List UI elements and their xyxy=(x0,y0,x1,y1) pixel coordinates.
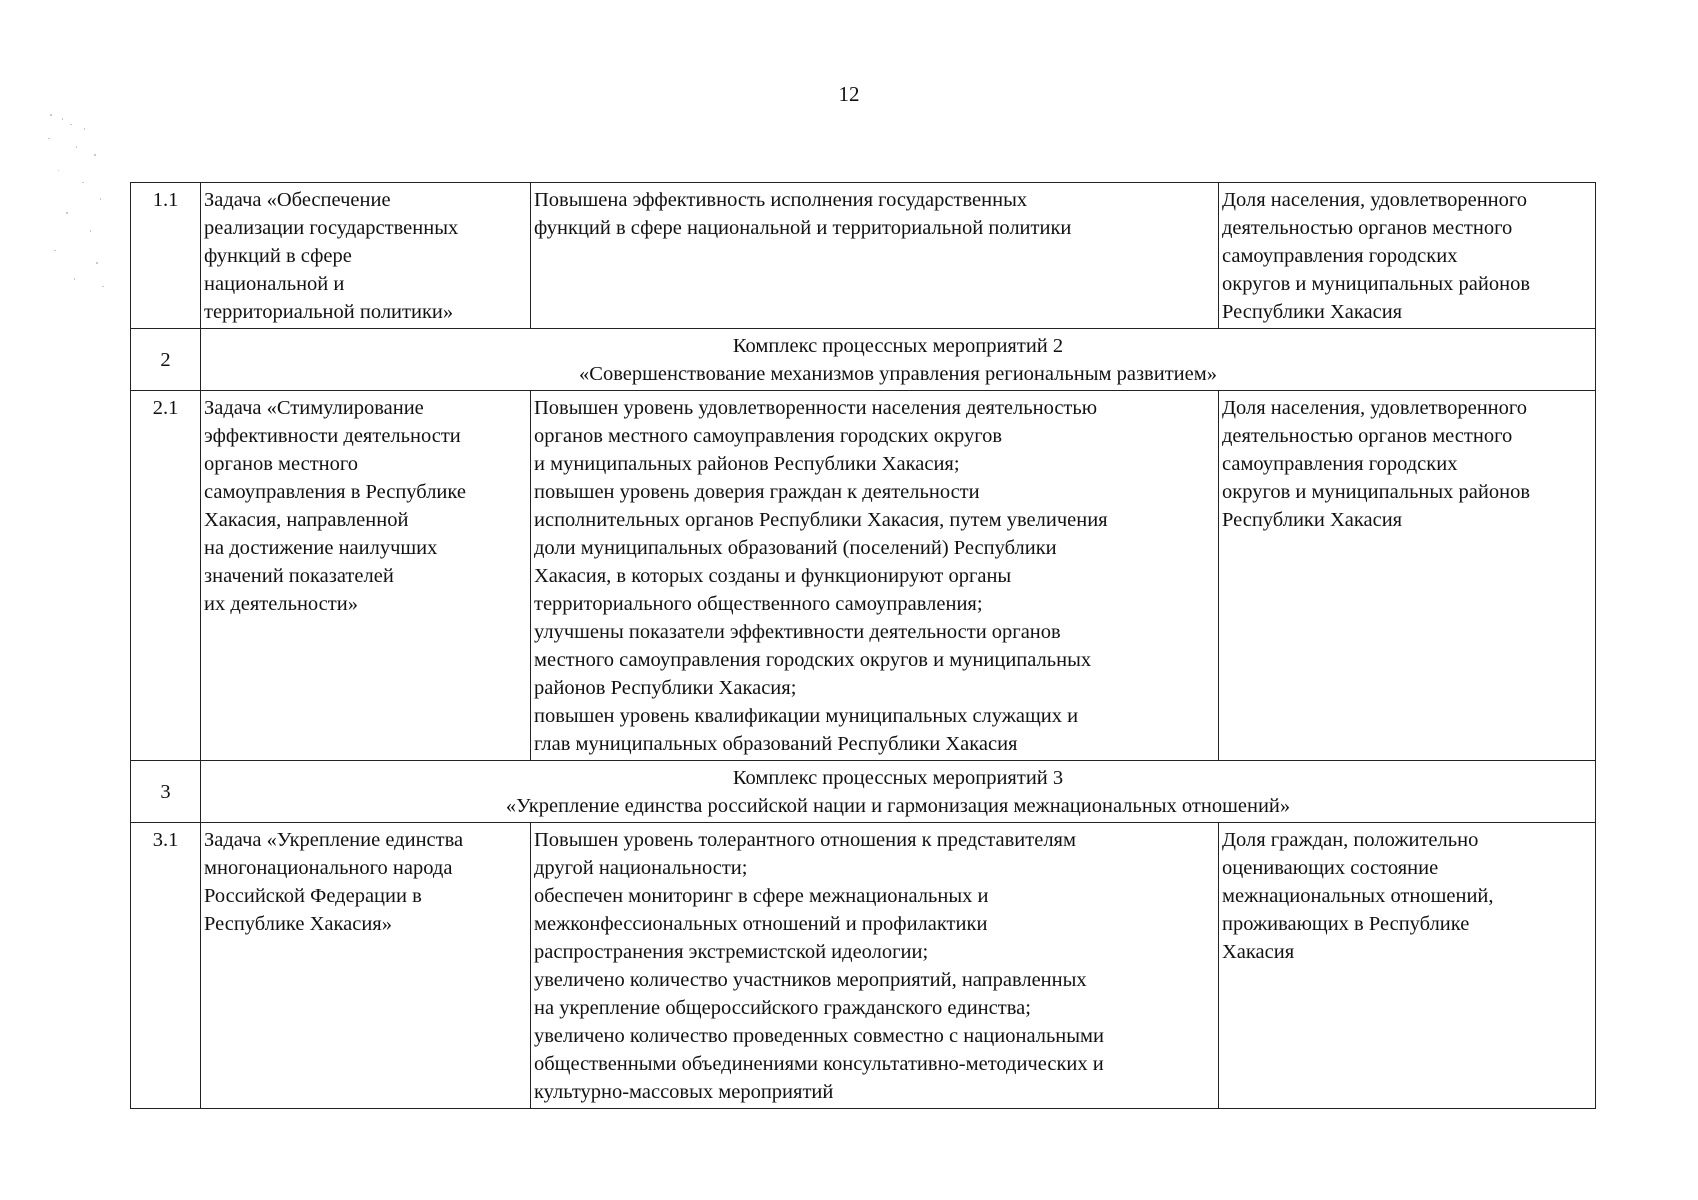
text-line: округов и муниципальных районов xyxy=(1222,481,1531,503)
text-line: Хакасия, в которых созданы и функционируют органы xyxy=(534,565,1012,587)
text-line: самоуправления городских xyxy=(1222,453,1458,475)
text-line: межконфессиональных отношений и профилактики xyxy=(534,913,988,935)
section-number: 3 xyxy=(131,761,201,823)
text-line: общественными объединениями консультативно-методических и xyxy=(534,1053,1104,1075)
scan-artifact xyxy=(40,110,110,300)
task-cell xyxy=(201,183,531,329)
text-line: реализации государственных xyxy=(204,217,459,239)
text-line: Доля населения, удовлетворенного xyxy=(1222,189,1528,211)
section-subtitle: «Совершенствование механизмов управления региональным развитием» xyxy=(579,363,1217,385)
text-line: Хакасия, направленной xyxy=(204,509,409,531)
table-row xyxy=(131,183,1596,329)
text-line: эффективности деятельности xyxy=(204,425,461,447)
text-line: органов местного xyxy=(204,453,359,475)
text-line: глав муниципальных образований Республики Хакасия xyxy=(534,733,1018,755)
text-line: территориальной политики» xyxy=(204,301,454,323)
table-row xyxy=(131,823,1596,1109)
text-line: межнациональных отношений, xyxy=(1222,885,1494,907)
text-line: округов и муниципальных районов xyxy=(1222,273,1531,295)
text-line: Задача «Стимулирование xyxy=(204,397,424,419)
program-table xyxy=(130,182,1596,1109)
text-line: Доля граждан, положительно xyxy=(1222,829,1479,851)
result-cell xyxy=(531,823,1219,1109)
section-heading xyxy=(201,761,1596,823)
text-line: территориального общественного самоуправления; xyxy=(534,593,983,615)
text-line: функций в сфере xyxy=(204,245,352,267)
text-line: культурно-массовых мероприятий xyxy=(534,1081,834,1103)
text-line: деятельностью органов местного xyxy=(1222,425,1513,447)
text-line: Задача «Укрепление единства xyxy=(204,829,464,851)
text-line: Повышен уровень удовлетворенности населения деятельностью xyxy=(534,397,1098,419)
row-number: 2.1 xyxy=(131,391,201,761)
indicator-cell xyxy=(1219,823,1596,1109)
text-line: доли муниципальных образований (поселений) Республики xyxy=(534,537,1057,559)
section-heading xyxy=(201,329,1596,391)
row-number: 3.1 xyxy=(131,823,201,1109)
text-line: оценивающих состояние xyxy=(1222,857,1439,879)
task-cell xyxy=(201,823,531,1109)
section-row xyxy=(131,329,1596,391)
text-line: Хакасия xyxy=(1222,941,1295,963)
section-row xyxy=(131,761,1596,823)
text-line: Республике Хакасия» xyxy=(204,913,392,935)
result-cell xyxy=(531,183,1219,329)
table-row xyxy=(131,391,1596,761)
text-line: улучшены показатели эффективности деятельности органов xyxy=(534,621,1061,643)
text-line: проживающих в Республике xyxy=(1222,913,1470,935)
text-line: самоуправления городских xyxy=(1222,245,1458,267)
text-line: Республики Хакасия xyxy=(1222,301,1403,323)
task-cell xyxy=(201,391,531,761)
text-line: их деятельности» xyxy=(204,593,358,615)
text-line: многонационального народа xyxy=(204,857,453,879)
page-number: 12 xyxy=(838,82,860,106)
text-line: местного самоуправления городских округов и муниципальных xyxy=(534,649,1092,671)
text-line: Республики Хакасия xyxy=(1222,509,1403,531)
text-line: повышен уровень доверия граждан к деятельности xyxy=(534,481,980,503)
text-line: деятельностью органов местного xyxy=(1222,217,1513,239)
text-line: другой национальности; xyxy=(534,857,748,879)
text-line: и муниципальных районов Республики Хакасия; xyxy=(534,453,960,475)
text-line: национальной и xyxy=(204,273,345,295)
indicator-cell xyxy=(1219,391,1596,761)
text-line: функций в сфере национальной и территориальной политики xyxy=(534,217,1072,239)
text-line: значений показателей xyxy=(204,565,394,587)
text-line: исполнительных органов Республики Хакасия, путем увеличения xyxy=(534,509,1108,531)
text-line: органов местного самоуправления городских округов xyxy=(534,425,1003,447)
text-line: распространения экстремистской идеологии; xyxy=(534,941,929,963)
section-title: Комплекс процессных мероприятий 2 xyxy=(732,335,1064,357)
text-line: увеличено количество участников мероприятий, направленных xyxy=(534,969,1087,991)
result-cell xyxy=(531,391,1219,761)
section-number: 2 xyxy=(131,329,201,391)
section-title: Комплекс процессных мероприятий 3 xyxy=(732,767,1064,789)
text-line: обеспечен мониторинг в сфере межнациональных и xyxy=(534,885,989,907)
text-line: Доля населения, удовлетворенного xyxy=(1222,397,1528,419)
text-line: увеличено количество проведенных совместно с национальными xyxy=(534,1025,1104,1047)
section-subtitle: «Укрепление единства российской нации и гармонизация межнациональных отношений» xyxy=(505,795,1291,817)
text-line: Повышена эффективность исполнения государственных xyxy=(534,189,1028,211)
indicator-cell xyxy=(1219,183,1596,329)
row-number: 1.1 xyxy=(131,183,201,329)
text-line: самоуправления в Республике xyxy=(204,481,466,503)
text-line: Задача «Обеспечение xyxy=(204,189,391,211)
text-line: на достижение наилучших xyxy=(204,537,438,559)
text-line: районов Республики Хакасия; xyxy=(534,677,797,699)
text-line: Российской Федерации в xyxy=(204,885,422,907)
text-line: повышен уровень квалификации муниципальных служащих и xyxy=(534,705,1079,727)
text-line: на укрепление общероссийского гражданского единства; xyxy=(534,997,1031,1019)
text-line: Повышен уровень толерантного отношения к представителям xyxy=(534,829,1076,851)
